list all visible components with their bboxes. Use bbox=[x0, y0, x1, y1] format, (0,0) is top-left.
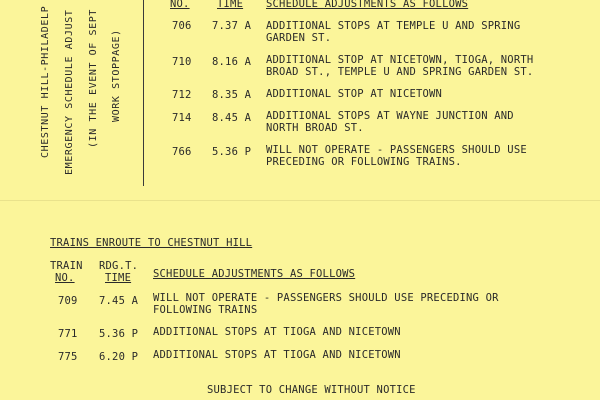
train-number: 766 bbox=[172, 146, 192, 158]
train-number: 710 bbox=[172, 56, 192, 68]
header-train-no: NO. bbox=[170, 0, 190, 10]
train-number: 712 bbox=[172, 89, 192, 101]
header-time: TIME bbox=[105, 272, 132, 284]
sideways-title-line4: WORK STOPPAGE) bbox=[111, 29, 122, 122]
train-number: 775 bbox=[58, 351, 78, 363]
column-divider bbox=[143, 0, 144, 186]
adjustment-text: WILL NOT OPERATE - PASSENGERS SHOULD USE PRECEDING OR bbox=[153, 292, 499, 304]
train-time: 5.36 P bbox=[99, 328, 139, 340]
adjustment-text: BROAD ST., TEMPLE U AND SPRING GARDEN ST. bbox=[266, 66, 534, 78]
adjustment-text: GARDEN ST. bbox=[266, 32, 332, 44]
sideways-title-line3: (IN THE EVENT OF SEPT bbox=[88, 8, 99, 148]
train-time: 7.37 A bbox=[212, 20, 252, 32]
adjustment-text: ADDITIONAL STOP AT NICETOWN, TIOGA, NORTH bbox=[266, 54, 534, 66]
adjustment-text: NORTH BROAD ST. bbox=[266, 122, 364, 134]
sideways-title-line1: CHESTNUT HILL-PHILADELP bbox=[40, 5, 51, 158]
adjustment-text: FOLLOWING TRAINS bbox=[153, 304, 258, 316]
adjustment-text: ADDITIONAL STOPS AT TIOGA AND NICETOWN bbox=[153, 326, 401, 338]
train-time: 6.20 P bbox=[99, 351, 139, 363]
train-number: 709 bbox=[58, 295, 78, 307]
footer-notice: SUBJECT TO CHANGE WITHOUT NOTICE bbox=[207, 384, 416, 396]
adjustment-text: ADDITIONAL STOPS AT TEMPLE U AND SPRING bbox=[266, 20, 521, 32]
paper-fold-line bbox=[0, 200, 600, 201]
header-train: TRAIN bbox=[50, 260, 83, 272]
train-number: 714 bbox=[172, 112, 192, 124]
section-heading: TRAINS ENROUTE TO CHESTNUT HILL bbox=[50, 237, 253, 249]
adjustment-text: WILL NOT OPERATE - PASSENGERS SHOULD USE bbox=[266, 144, 527, 156]
header-time: TIME bbox=[217, 0, 244, 10]
adjustment-text: ADDITIONAL STOP AT NICETOWN bbox=[266, 88, 443, 100]
header-schedule-adjustments: SCHEDULE ADJUSTMENTS AS FOLLOWS bbox=[153, 268, 356, 280]
train-number: 706 bbox=[172, 20, 192, 32]
train-time: 8.35 A bbox=[212, 89, 252, 101]
adjustment-text: ADDITIONAL STOPS AT TIOGA AND NICETOWN bbox=[153, 349, 401, 361]
header-schedule-adjustments: SCHEDULE ADJUSTMENTS AS FOLLOWS bbox=[266, 0, 469, 10]
train-number: 771 bbox=[58, 328, 78, 340]
train-time: 7.45 A bbox=[99, 295, 139, 307]
adjustment-text: ADDITIONAL STOPS AT WAYNE JUNCTION AND bbox=[266, 110, 514, 122]
train-time: 5.36 P bbox=[212, 146, 252, 158]
adjustment-text: PRECEDING OR FOLLOWING TRAINS. bbox=[266, 156, 462, 168]
train-time: 8.16 A bbox=[212, 56, 252, 68]
header-rdg: RDG.T. bbox=[99, 260, 139, 272]
sideways-title-line2: EMERGENCY SCHEDULE ADJUST bbox=[64, 9, 75, 175]
header-train-no: NO. bbox=[55, 272, 75, 284]
train-time: 8.45 A bbox=[212, 112, 252, 124]
